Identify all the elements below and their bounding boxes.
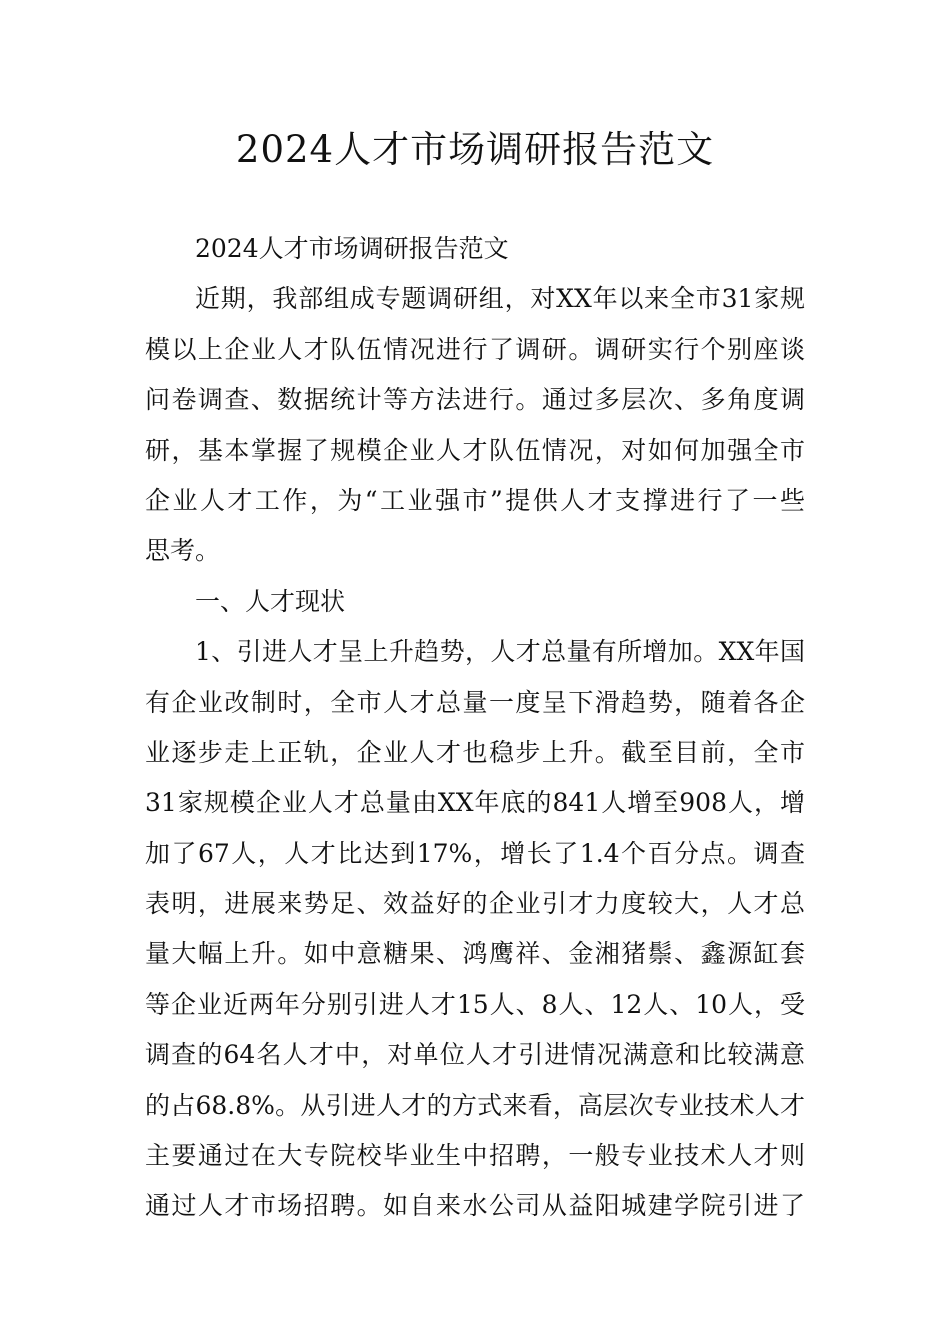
document-title: 2024人才市场调研报告范文 [235,128,715,171]
paragraph-line: 表明，进展来势足、效益好的企业引才力度较大，人才总 [145,889,805,919]
paragraph-line: 近期，我部组成专题调研组，对XX年以来全市31家规 [195,284,805,314]
paragraph-line: 2024人才市场调研报告范文 [195,234,509,263]
section-heading: 一、人才现状 [195,586,346,616]
paragraph-line: 业逐步走上正轨，企业人才也稳步上升。截至目前，全市 [145,737,805,767]
paragraph-line: 的占68.8%。从引进人才的方式来看，高层次专业技术人才 [145,1090,805,1120]
paragraph-line: 31家规模企业人才总量由XX年底的841人增至908人，增 [145,788,805,818]
paragraph-line: 研，基本掌握了规模企业人才队伍情况，对如何加强全市 [145,435,805,465]
paragraph-line: 1、引进人才呈上升趋势，人才总量有所增加。XX年国 [195,637,805,667]
document-body [145,224,805,1232]
paragraph-line: 企业人才工作，为“工业强市”提供人才支撑进行了一些 [145,485,805,515]
paragraph-line: 量大幅上升。如中意糖果、鸿鹰祥、金湘猪鬃、鑫源缸套 [145,939,805,969]
paragraph-line: 等企业近两年分别引进人才15人、8人、12人、10人，受 [145,989,805,1019]
paragraph-line: 模以上企业人才队伍情况进行了调研。调研实行个别座谈 [145,334,805,364]
paragraph-line: 调查的64名人才中，对单位人才引进情况满意和比较满意 [145,1040,805,1070]
paragraph-line: 思考。 [145,536,221,566]
paragraph-line: 主要通过在大专院校毕业生中招聘，一般专业技术人才则 [145,1141,805,1171]
paragraph-line: 有企业改制时，全市人才总量一度呈下滑趋势，随着各企 [145,687,805,717]
paragraph-line: 通过人才市场招聘。如自来水公司从益阳城建学院引进了 [145,1191,805,1221]
paragraph-line: 加了67人，人才比达到17%，增长了1.4个百分点。调查 [145,838,805,868]
paragraph-line: 问卷调查、数据统计等方法进行。通过多层次、多角度调 [145,385,805,415]
